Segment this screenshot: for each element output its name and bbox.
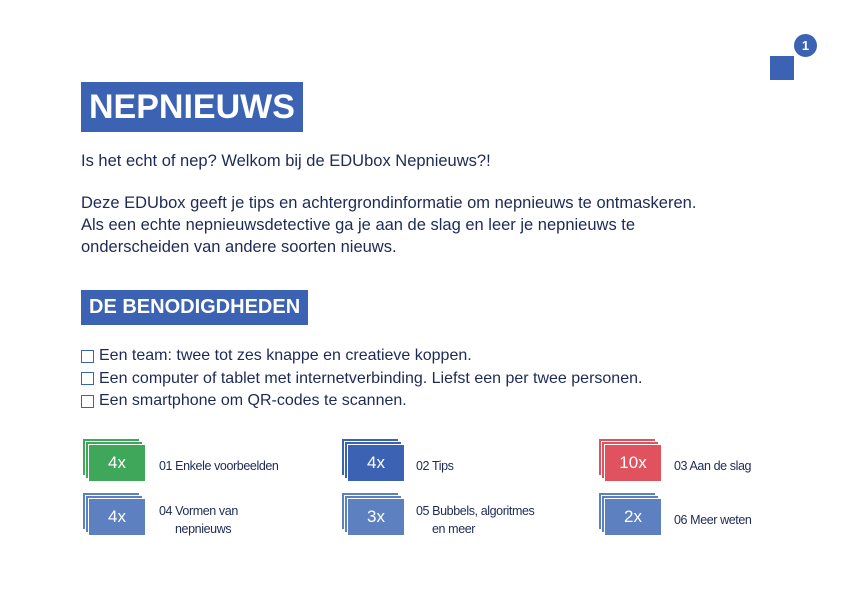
- card-count: 4x: [88, 444, 146, 482]
- page-title: NEPNIEUWS: [81, 82, 303, 132]
- card-label-bubbels: [416, 502, 534, 538]
- card-label-line: 04 Vormen van: [159, 504, 238, 518]
- corner-decoration: [770, 56, 794, 80]
- card-count: 4x: [88, 498, 146, 536]
- card-label-vormen: [159, 502, 238, 538]
- page-number-badge: 1: [792, 32, 819, 59]
- intro-text: [81, 150, 781, 258]
- card-label-line: nepnieuws: [175, 522, 232, 536]
- intro-body-line: onderscheiden van andere soorten nieuws.: [81, 238, 397, 256]
- intro-body: [81, 192, 781, 258]
- card-count: 2x: [604, 498, 662, 536]
- intro-line: Is het echt of nep? Welkom bij de EDUbox Nepnieuws?!: [81, 152, 491, 170]
- card-label-line: 01 Enkele voorbeelden: [159, 459, 279, 473]
- card-stack-examples: [82, 438, 154, 483]
- checklist-item: [81, 368, 642, 391]
- card-label-examples: [159, 457, 278, 475]
- card-label-line: 02 Tips: [416, 459, 454, 473]
- checkbox-icon: [81, 350, 94, 363]
- card-count: 10x: [604, 444, 662, 482]
- checklist-item: [81, 345, 642, 368]
- checkbox-icon: [81, 372, 94, 385]
- intro-body-line: Als een echte nepnieuwsdetective ga je aan de slag en leer je nepnieuws te: [81, 216, 636, 234]
- section-title: DE BENODIGDHEDEN: [81, 290, 308, 325]
- checklist-item: [81, 390, 642, 413]
- card-label-line: en meer: [432, 522, 476, 536]
- card-label-aan-de-slag: [674, 457, 751, 475]
- card-label-tips: [416, 457, 454, 475]
- card-stack-bubbels: [341, 492, 413, 537]
- intro-body-line: Deze EDUbox geeft je tips en achtergrondinformatie om nepnieuws te ontmaskeren.: [81, 194, 697, 212]
- card-count: 4x: [347, 444, 405, 482]
- card-count: 3x: [347, 498, 405, 536]
- card-stack-aan-de-slag: [598, 438, 670, 483]
- checklist-item-label: Een team: twee tot zes knappe en creatieve koppen.: [99, 347, 472, 365]
- card-label-line: 03 Aan de slag: [674, 459, 752, 473]
- card-stack-vormen: [82, 492, 154, 537]
- checklist-item-label: Een smartphone om QR-codes te scannen.: [99, 392, 407, 410]
- checklist-item-label: Een computer of tablet met internetverbinding. Liefst een per twee personen.: [99, 369, 643, 387]
- card-label-meer-weten: [674, 511, 752, 529]
- checkbox-icon: [81, 395, 94, 408]
- requirements-checklist: [81, 345, 642, 413]
- card-stack-meer-weten: [598, 492, 670, 537]
- card-label-line: 05 Bubbels, algoritmes: [416, 504, 535, 518]
- card-stack-tips: [341, 438, 413, 483]
- card-label-line: 06 Meer weten: [674, 513, 752, 527]
